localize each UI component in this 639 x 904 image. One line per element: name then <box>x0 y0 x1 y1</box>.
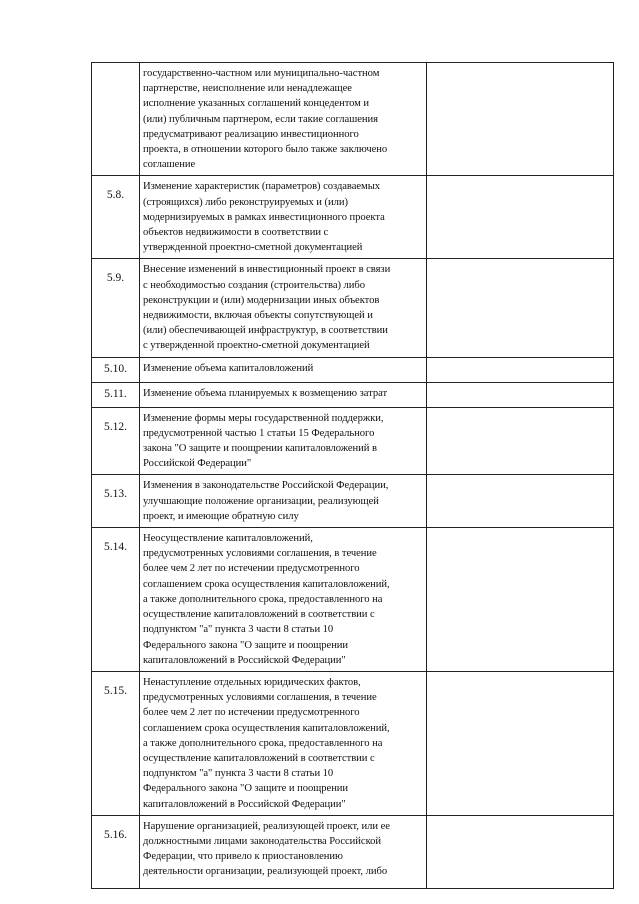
description-line: (или) публичным партнером, если такие соглашения <box>143 113 378 125</box>
description-line: подпунктом "а" пункта 3 части 8 статьи 10 <box>143 768 334 780</box>
item-description <box>140 407 427 475</box>
description-line: объектов недвижимости в соответствии с <box>143 227 329 239</box>
description-line: Российской Федерации" <box>143 458 252 470</box>
item-value-cell <box>427 671 614 815</box>
description-line: партнерстве, неисполнение или ненадлежащее <box>143 83 352 95</box>
item-description <box>140 259 427 357</box>
table-row <box>92 815 614 888</box>
description-line: Внесение изменений в инвестиционный проект в связи <box>143 264 391 276</box>
description-line: предусматривают реализацию инвестиционного <box>143 128 359 140</box>
item-description <box>140 475 427 528</box>
description-line: Изменение объема планируемых к возмещению затрат <box>143 387 388 399</box>
item-description <box>140 382 427 407</box>
item-value-cell <box>427 357 614 382</box>
description-line: исполнение указанных соглашений концедентом и <box>143 98 370 110</box>
description-line: проект, и имеющие обратную силу <box>143 510 299 522</box>
description-line: предусмотренной частью 1 статьи 15 Федерального <box>143 427 375 439</box>
description-line: более чем 2 лет по истечении предусмотренного <box>143 707 360 719</box>
item-description <box>140 63 427 176</box>
item-description <box>140 176 427 259</box>
description-line: с необходимостью создания (строительства) либо <box>143 279 365 291</box>
description-line: капиталовложений в Российской Федерации" <box>143 654 346 666</box>
description-line: Федерального закона "О защите и поощрении <box>143 783 349 795</box>
description-line: более чем 2 лет по истечении предусмотренного <box>143 563 360 575</box>
item-number: 5.16. <box>92 815 140 888</box>
table-row <box>92 475 614 528</box>
item-value-cell <box>427 176 614 259</box>
item-number: 5.14. <box>92 528 140 672</box>
description-line: деятельности организации, реализующей проект, либо <box>143 866 388 878</box>
item-number: 5.8. <box>92 176 140 259</box>
description-line: Изменение объема капиталовложений <box>143 362 314 374</box>
description-line: соглашение <box>143 159 196 171</box>
description-line: Нарушение организацией, реализующей проект, или ее <box>143 820 390 832</box>
item-value-cell <box>427 475 614 528</box>
description-line: Изменения в законодательстве Российской Федерации, <box>143 480 389 492</box>
item-description <box>140 815 427 888</box>
description-line: Ненаступление отдельных юридических фактов, <box>143 676 361 688</box>
description-line: а также дополнительного срока, предоставленного на <box>143 593 383 605</box>
description-line: государственно-частном или муниципально-частном <box>143 68 380 79</box>
description-line: Неосуществление капиталовложений, <box>143 533 313 545</box>
description-line: модернизируемых в рамках инвестиционного проекта <box>143 211 385 223</box>
document-table <box>91 62 614 889</box>
item-description <box>140 357 427 382</box>
description-line: должностными лицами законодательства Российской <box>143 835 381 847</box>
description-line: недвижимости, включая объекты сопутствующей и <box>143 310 373 322</box>
description-line: Федерации, что привело к приостановлению <box>143 851 343 863</box>
description-line: (строящихся) либо реконструируемых и (или) <box>143 196 348 208</box>
description-line: Изменение формы меры государственной поддержки, <box>143 412 384 424</box>
item-number: 5.15. <box>92 671 140 815</box>
item-value-cell <box>427 63 614 176</box>
item-value-cell <box>427 528 614 672</box>
item-value-cell <box>427 815 614 888</box>
description-line: проекта, в отношении которого было также заключено <box>143 144 388 156</box>
item-number: 5.9. <box>92 259 140 357</box>
table-row <box>92 407 614 475</box>
description-line: осуществление капиталовложений в соответствии с <box>143 609 375 621</box>
item-number <box>92 63 140 176</box>
description-line: предусмотренных условиями соглашения, в течение <box>143 548 377 560</box>
description-line: подпунктом "а" пункта 3 части 8 статьи 10 <box>143 624 334 636</box>
item-value-cell <box>427 259 614 357</box>
description-line: осуществление капиталовложений в соответствии с <box>143 752 375 764</box>
description-line: Изменение характеристик (параметров) создаваемых <box>143 181 381 193</box>
table-body <box>92 63 614 889</box>
table-row <box>92 671 614 815</box>
table-row <box>92 528 614 672</box>
description-line: предусмотренных условиями соглашения, в течение <box>143 692 377 704</box>
description-line: реконструкции и (или) модернизации иных объектов <box>143 294 380 306</box>
item-number: 5.11. <box>92 382 140 407</box>
table-row <box>92 357 614 382</box>
description-line: утвержденной проектно-сметной документацией <box>143 242 363 254</box>
description-line: закона "О защите и поощрении капиталовложений в <box>143 443 377 455</box>
table-row <box>92 176 614 259</box>
item-description <box>140 528 427 672</box>
item-value-cell <box>427 382 614 407</box>
description-line: (или) обеспечивающей инфраструктур, в соответствии <box>143 325 388 337</box>
table-row <box>92 382 614 407</box>
description-line: а также дополнительного срока, предоставленного на <box>143 737 383 749</box>
item-number: 5.12. <box>92 407 140 475</box>
item-description <box>140 671 427 815</box>
description-line: соглашением срока осуществления капиталовложений, <box>143 578 390 590</box>
description-line: с утвержденной проектно-сметной документацией <box>143 340 370 352</box>
item-number: 5.13. <box>92 475 140 528</box>
description-line: капиталовложений в Российской Федерации" <box>143 798 346 810</box>
description-line: соглашением срока осуществления капиталовложений, <box>143 722 390 734</box>
table-row <box>92 63 614 176</box>
description-line: Федерального закона "О защите и поощрении <box>143 639 349 651</box>
item-value-cell <box>427 407 614 475</box>
table-row <box>92 259 614 357</box>
item-number: 5.10. <box>92 357 140 382</box>
description-line: улучшающие положение организации, реализующей <box>143 495 379 507</box>
